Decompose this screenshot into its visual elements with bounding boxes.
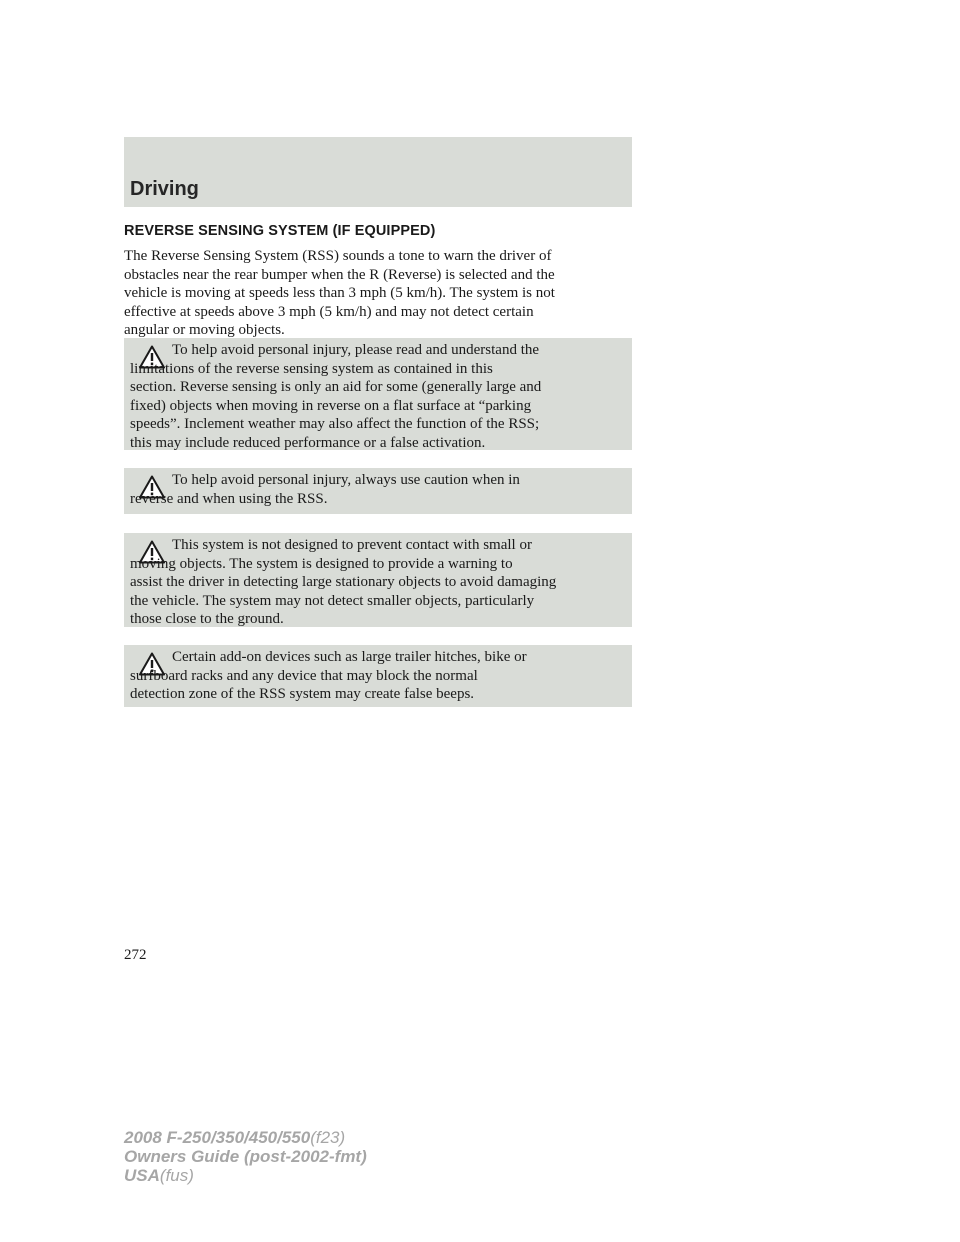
footer-line-guide [124,1147,367,1166]
warning-text: To help avoid personal injury, please read and understand the limitations of the reverse sensing system as contained in this section. Reverse sensing is only an aid for some (generally large and fixed) objects when moving in reverse on a flat surface at “parking speeds”. Inclement weather may also affect the function of the RSS; this may include reduced performance or a false activation. [130,342,542,451]
footer-market: USA [124,1166,160,1185]
page-number: 272 [124,947,147,963]
footer-model: 2008 F-250/350/450/550 [124,1128,311,1147]
warning-box-1 [124,338,632,450]
document-footer [124,1128,367,1185]
footer-guide: Owners Guide (post-2002-fmt) [124,1147,367,1166]
warning-box-2 [124,468,632,514]
footer-model-code: (f23) [310,1128,346,1147]
section-header-band [124,137,632,207]
footer-line-market [124,1166,367,1185]
warning-text: Certain add-on devices such as large trailer hitches, bike or surfboard racks and any device that may block the normal detection zone of the RSS system may create false beeps. [130,649,527,703]
section-heading: REVERSE SENSING SYSTEM (IF EQUIPPED) [124,223,436,239]
intro-paragraph: The Reverse Sensing System (RSS) sounds a tone to warn the driver of obstacles near the rear bumper when the R (Reverse) is selected and the vehicle is moving at speeds less than 3 mph (5 km/h). The system is not effective at speeds above 3 mph (5 km/h) and may not detect certain angular or moving objects. [124,248,555,339]
warning-box-4 [124,645,632,707]
footer-line-model [124,1128,367,1147]
footer-market-code: (fus) [159,1166,194,1185]
page-title: Driving [130,178,199,200]
warning-text: To help avoid personal injury, always use caution when in reverse and when using the RSS. [130,472,520,507]
warning-text: This system is not designed to prevent contact with small or moving objects. The system is designed to provide a warning to assist the driver in detecting large stationary objects to avoid damaging the vehicle. The system may not detect smaller objects, particularly those close to the ground. [130,537,557,628]
warning-box-3 [124,533,632,627]
